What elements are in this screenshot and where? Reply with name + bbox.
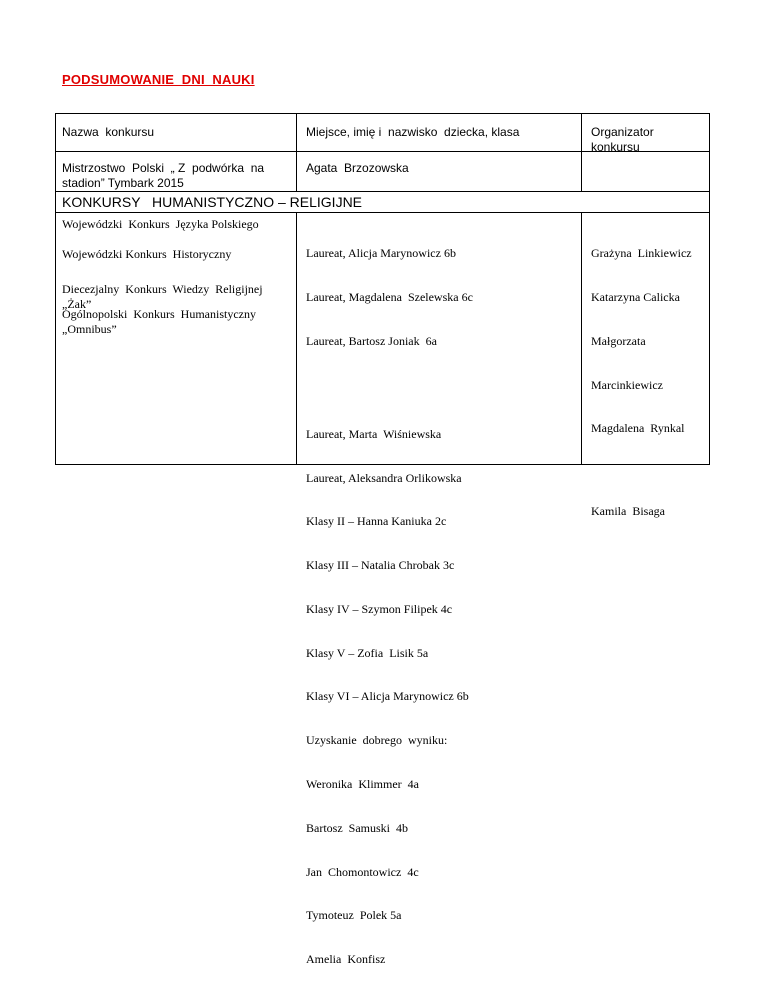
organizer-line: Grażyna Linkiewicz [591, 246, 692, 261]
result-line: Klasy IV – Szymon Filipek 4c [306, 601, 453, 616]
table-rule [56, 212, 709, 213]
organizer-line: Katarzyna Calicka [591, 289, 680, 304]
result-line: Jan Chomontowicz 4c [306, 864, 419, 879]
result-line: Laureat, Alicja Marynowicz 6b [306, 246, 456, 261]
result-line: Klasy II – Hanna Kaniuka 2c [306, 514, 447, 529]
table-rule [296, 114, 297, 192]
competition-name: Wojewódzki Konkurs Historyczny [62, 247, 232, 261]
result-line: Uzyskanie dobrego wyniku: [306, 733, 448, 748]
result-line-spacer [306, 378, 473, 398]
organizer-line: Magdalena Rynkal [591, 421, 685, 436]
results-list [306, 217, 473, 996]
result-line: Laureat, Magdalena Szelewska 6c [306, 289, 473, 304]
competition-name: Diecezjalny Konkurs Wiedzy Religijnej „Żak” [62, 282, 263, 311]
section-heading: KONKURSY HUMANISTYCZNO – RELIGIJNE [62, 194, 363, 210]
row-competition-name: Mistrzostwo Polski „ Z podwórka na stadion” Tymbark 2015 [62, 161, 265, 190]
result-line: Laureat, Marta Wiśniewska [306, 426, 442, 441]
organizer-line: Kamila Bisaga [591, 504, 665, 519]
result-line: Klasy III – Natalia Chrobak 3c [306, 558, 455, 573]
result-line: Laureat, Bartosz Joniak 6a [306, 333, 437, 348]
document-title: PODSUMOWANIE DNI NAUKI [62, 72, 255, 87]
competition-name: Wojewódzki Konkurs Języka Polskiego [62, 217, 259, 231]
result-line: Bartosz Samuski 4b [306, 820, 408, 835]
summary-table [55, 113, 710, 967]
table-rule [296, 212, 297, 464]
competition-name: Ogólnopolski Konkurs Humanistyczny „Omnibus” [62, 307, 256, 336]
result-line: Amelia Konfisz [306, 952, 386, 967]
table-rule [581, 212, 582, 464]
header-competition-name: Nazwa konkursu [62, 125, 155, 139]
result-line: Laureat, Aleksandra Orlikowska [306, 470, 462, 485]
result-line: Tymoteuz Polek 5a [306, 908, 402, 923]
organizer-line: Małgorzata [591, 333, 646, 348]
header-organizer: Organizator konkursu [591, 125, 654, 154]
result-line: Klasy VI – Alicja Marynowicz 6b [306, 689, 469, 704]
organizers-list [591, 217, 692, 548]
table-rule [56, 191, 709, 192]
result-line: Weronika Klimmer 4a [306, 776, 419, 791]
header-result: Miejsce, imię i nazwisko dziecka, klasa [306, 125, 520, 139]
table-rule [581, 114, 582, 192]
result-line: Klasy V – Zofia Lisik 5a [306, 645, 429, 660]
organizer-line-spacer [591, 465, 692, 475]
organizer-line: Marcinkiewicz [591, 377, 663, 392]
row-result: Agata Brzozowska [306, 161, 409, 175]
